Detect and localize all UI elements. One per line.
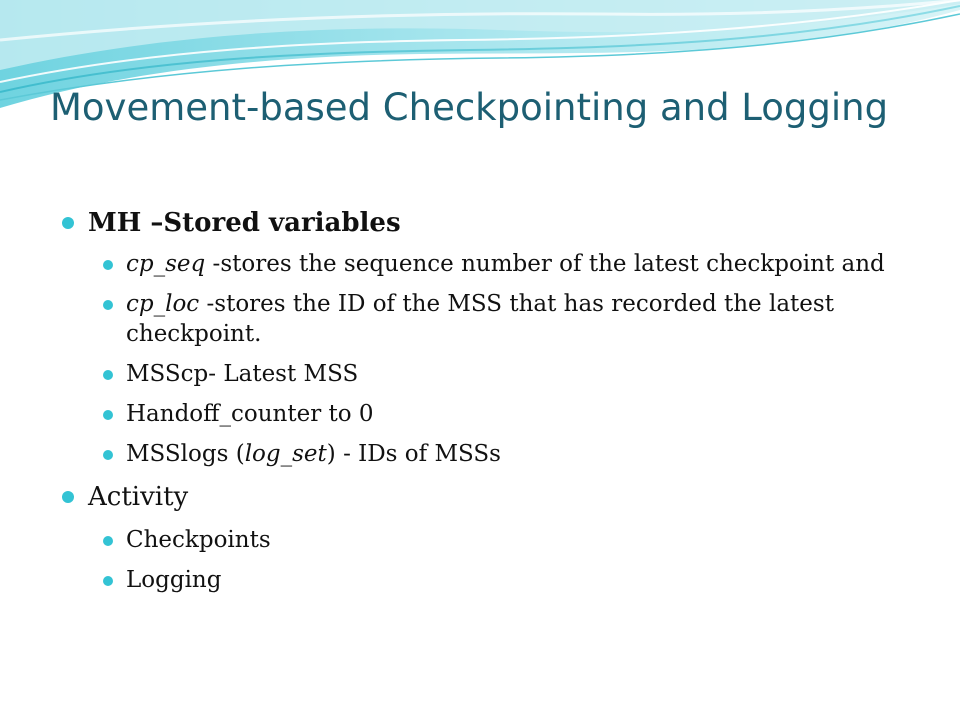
subbullet-text-pre: MSSlogs (: [126, 441, 245, 467]
subbullet-msscp: [126, 359, 902, 389]
term-cp-seq: cp_seq: [126, 251, 206, 277]
bullet-dot: [103, 260, 113, 270]
subbullet-text: -stores the sequence number of the latest checkpoint and: [205, 251, 885, 277]
bullet-dot: [103, 300, 113, 310]
bullet-dot: [103, 576, 113, 586]
subbullet-cp-loc: [126, 289, 902, 349]
subbullet-checkpoints: [126, 525, 902, 555]
subbullet-text: Logging: [126, 567, 222, 593]
bullet-dot: [103, 410, 113, 420]
subbullet-text: -stores the ID of the MSS that has recorded the latest checkpoint.: [126, 291, 834, 347]
subbullet-text: MSScp- Latest MSS: [126, 361, 359, 387]
bullet-dot: [62, 491, 74, 503]
subbullet-text: Handoff_counter to 0: [126, 401, 374, 427]
bullet-dot: [62, 217, 74, 229]
bullet-dot: [103, 450, 113, 460]
bullet-dot: [103, 370, 113, 380]
bullet-text: Activity: [88, 482, 189, 512]
subbullet-msslogs: [126, 439, 902, 469]
bullet-activity: [62, 479, 902, 515]
subbullet-logging: [126, 565, 902, 595]
bullet-dot: [103, 536, 113, 546]
subbullet-cp-seq: [126, 249, 902, 279]
bullet-mh-stored-variables: [62, 205, 902, 241]
bullet-text: MH –Stored variables: [88, 208, 401, 238]
term-cp-loc: cp_loc: [126, 291, 200, 317]
subbullet-text: Checkpoints: [126, 527, 271, 553]
subbullet-handoff-counter: [126, 399, 902, 429]
subbullet-text-post: ) - IDs of MSSs: [326, 441, 501, 467]
term-log-set: log_set: [244, 441, 327, 467]
slide-body: [62, 205, 902, 605]
slide-title: Movement-based Checkpointing and Logging: [50, 86, 889, 129]
